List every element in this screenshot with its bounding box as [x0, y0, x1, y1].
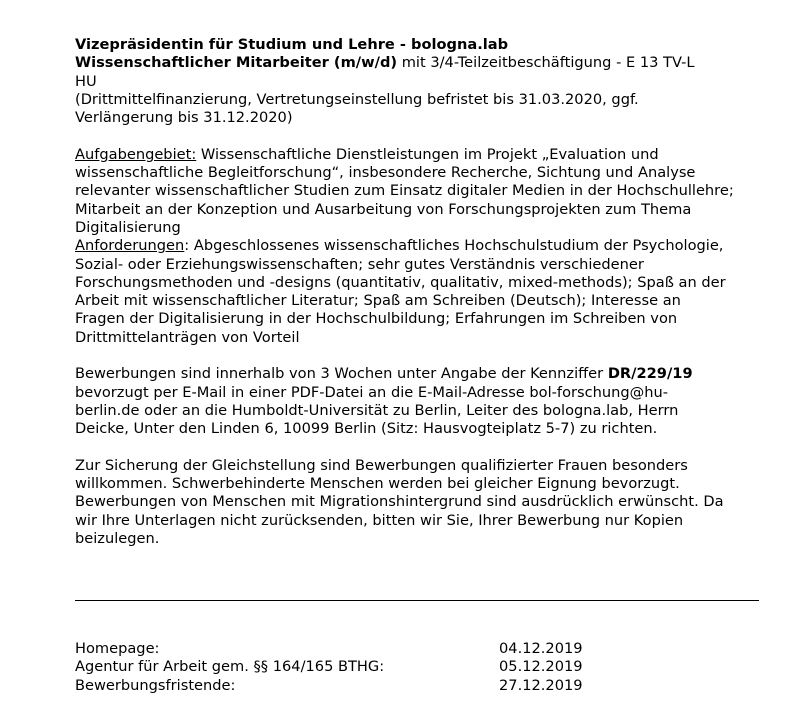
requirements-line-6: Drittmittelanträgen von Vorteil — [75, 328, 300, 346]
requirements-line-4: Arbeit mit wissenschaftlicher Literatur; Spaß am Schreiben (Deutsch); Interesse an — [75, 292, 681, 310]
position-terms: mit 3/4-Teilzeitbeschäftigung - E 13 TV-L — [397, 54, 695, 72]
application-line-1 — [75, 365, 765, 383]
funding-line-1: (Drittmittelfinanzierung, Vertretungseinstellung befristet bis 31.03.2020, ggf. — [75, 90, 639, 108]
footer-row-deadline — [75, 677, 675, 695]
requirements-line-1 — [75, 237, 765, 255]
requirements-line-5: Fragen der Digitalisierung in der Hochschulbildung; Erfahrungen im Schreiben von — [75, 310, 678, 328]
footer-label: Bewerbungsfristende: — [75, 676, 236, 694]
reference-code: DR/229/19 — [607, 365, 693, 383]
footer-divider — [75, 600, 759, 601]
footer-label: Homepage: — [75, 640, 160, 657]
spacer — [75, 439, 765, 457]
funding-line-2: Verlängerung bis 31.12.2020) — [75, 109, 293, 127]
requirements-line-3: Forschungsmethoden und -designs (quantitativ, qualitativ, mixed-methods); Spaß an der — [75, 273, 726, 291]
application-line-2: bevorzugt per E-Mail in einer PDF-Datei an die E-Mail-Adresse bol-forschung@hu- — [75, 383, 668, 401]
footer-date: 05.12.2019 — [499, 658, 583, 676]
footer-label: Agentur für Arbeit gem. §§ 164/165 BTHG: — [75, 658, 385, 676]
tasks-line-5: Digitalisierung — [75, 218, 181, 236]
tasks-text-1: Wissenschaftliche Dienstleistungen im Projekt „Evaluation und — [196, 145, 659, 163]
job-posting — [75, 36, 765, 548]
application-line-3: berlin.de oder an die Humboldt-Universität zu Berlin, Leiter des bologna.lab, Herrn — [75, 401, 679, 419]
publication-dates — [75, 640, 675, 695]
application-line-4: Deicke, Unter den Linden 6, 10099 Berlin (Sitz: Hausvogteiplatz 5-7) zu richten. — [75, 420, 658, 438]
requirements-label: Anforderungen — [75, 237, 185, 255]
position-line — [75, 54, 765, 72]
tasks-line-3: relevanter wissenschaftlicher Studien zum Einsatz digitaler Medien in der Hochschullehre; — [75, 182, 734, 200]
equality-line-5: beizulegen. — [75, 530, 160, 548]
tasks-line-4: Mitarbeit an der Konzeption und Ausarbeitung von Forschungsprojekten zum Thema — [75, 200, 692, 218]
tasks-line-2: wissenschaftliche Begleitforschung“, insbesondere Recherche, Sichtung und Analyse — [75, 164, 696, 182]
application-text-1: Bewerbungen sind innerhalb von 3 Wochen unter Angabe der Kennziffer — [75, 365, 608, 383]
department-heading: Vizepräsidentin für Studium und Lehre - bologna.lab — [75, 36, 509, 53]
footer-row-homepage — [75, 640, 675, 658]
equality-line-3: Bewerbungen von Menschen mit Migrationshintergrund sind ausdrücklich erwünscht. Da — [75, 493, 724, 511]
equality-line-4: wir Ihre Unterlagen nicht zurücksenden, bitten wir Sie, Ihrer Bewerbung nur Kopien — [75, 511, 684, 529]
spacer — [75, 347, 765, 365]
footer-date: 27.12.2019 — [499, 676, 583, 694]
position-title: Wissenschaftlicher Mitarbeiter (m/w/d) — [75, 54, 398, 72]
equality-line-2: willkommen. Schwerbehinderte Menschen werden bei gleicher Eignung bevorzugt. — [75, 475, 680, 493]
tasks-line-1 — [75, 146, 765, 164]
tasks-label: Aufgabengebiet: — [75, 145, 197, 163]
equality-line-1: Zur Sicherung der Gleichstellung sind Bewerbungen qualifizierter Frauen besonders — [75, 456, 688, 474]
requirements-text-1: : Abgeschlossenes wissenschaftliches Hochschulstudium der Psychologie, — [184, 237, 724, 255]
spacer — [75, 127, 765, 145]
position-terms-cont: HU — [75, 72, 97, 90]
footer-row-agentur — [75, 658, 675, 676]
footer-date: 04.12.2019 — [499, 640, 583, 657]
requirements-line-2: Sozial- oder Erziehungswissenschaften; sehr gutes Verständnis verschiedener — [75, 255, 644, 273]
